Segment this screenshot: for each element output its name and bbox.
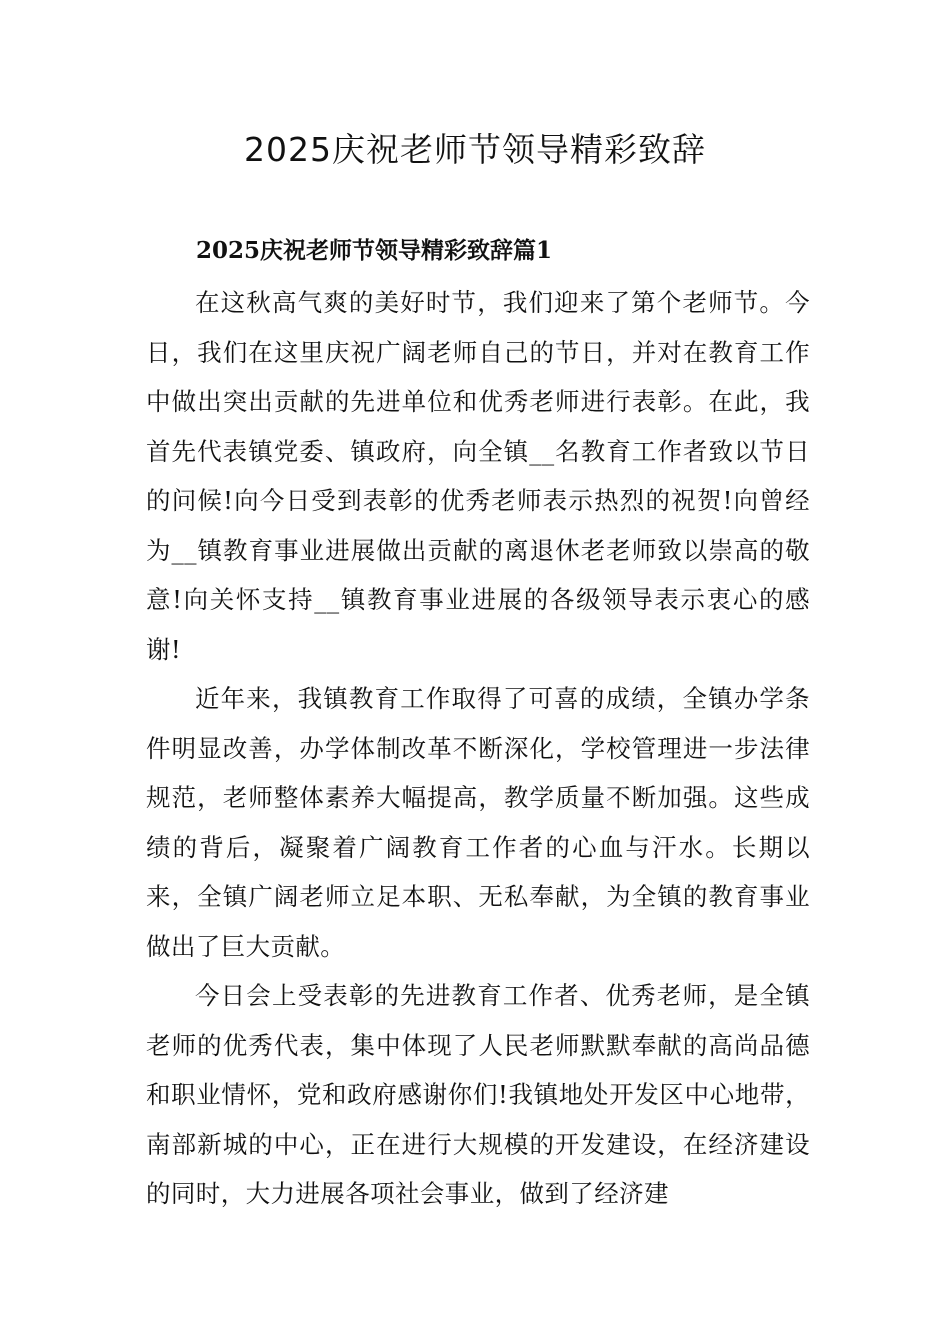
document-title: 2025庆祝老师节领导精彩致辞	[244, 130, 706, 169]
section-heading: 2025庆祝老师节领导精彩致辞篇1	[196, 237, 553, 264]
paragraph-2: 近年来，我镇教育工作取得了可喜的成绩，全镇办学条件明显改善，办学体制改革不断深化，学校管理进一步法律规范，老师整体素养大幅提高，教学质量不断加强。这些成绩的背后，凝聚着广阔教育工作者的心血与汗水。长期以来，全镇广阔老师立足本职、无私奉献，为全镇的教育事业做出了巨大贡献。	[146, 684, 810, 961]
paragraph-3: 今日会上受表彰的先进教育工作者、优秀老师，是全镇老师的优秀代表，集中体现了人民老师默默奉献的高尚品德和职业情怀，党和政府感谢你们!我镇地处开发区中心地带，南部新城的中心，正在进行大规模的开发建设，在经济建设的同时，大力进展各项社会事业，做到了经济建	[146, 981, 810, 1208]
paragraph-1: 在这秋高气爽的美好时节，我们迎来了第个老师节。今日，我们在这里庆祝广阔老师自己的节日，并对在教育工作中做出突出贡献的先进单位和优秀老师进行表彰。在此，我首先代表镇党委、镇政府，向全镇__名教育工作者致以节日的问候!向今日受到表彰的优秀老师表示热烈的祝贺!向曾经为__镇教育事业进展做出贡献的离退休老老师致以崇高的敬意!向关怀支持__镇教育事业进展的各级领导表示衷心的感谢!	[146, 288, 810, 664]
document-body	[146, 278, 810, 1219]
